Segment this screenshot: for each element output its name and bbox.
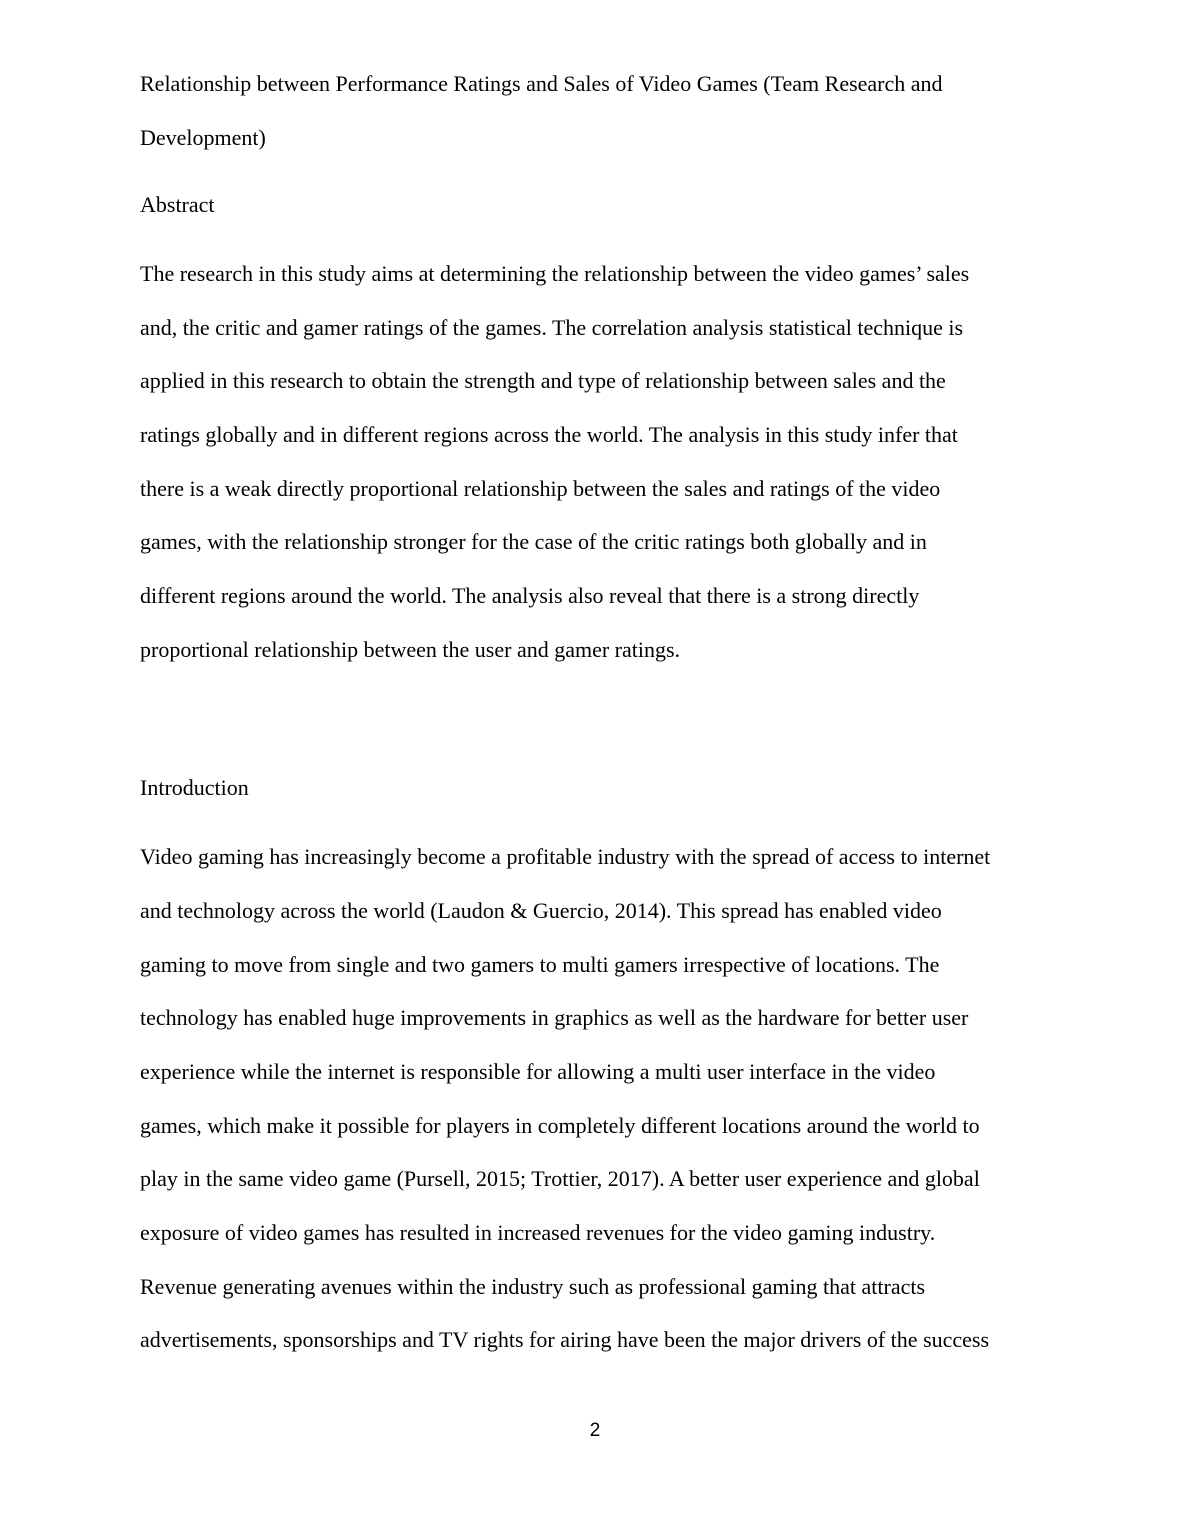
abstract-line: ratings globally and in different regions across the world. The analysis in this study infer that (140, 422, 958, 447)
abstract-line: proportional relationship between the user and gamer ratings. (140, 637, 681, 662)
introduction-line: Video gaming has increasingly become a profitable industry with the spread of access to internet (140, 844, 991, 869)
abstract-line: applied in this research to obtain the strength and type of relationship between sales and the (140, 368, 946, 393)
abstract-line: different regions around the world. The analysis also reveal that there is a strong directly (140, 583, 920, 608)
abstract-line: there is a weak directly proportional relationship between the sales and ratings of the video (140, 476, 941, 501)
introduction-line: Revenue generating avenues within the industry such as professional gaming that attracts (140, 1274, 926, 1299)
abstract-heading: Abstract (140, 192, 215, 217)
abstract-line: games, with the relationship stronger for the case of the critic ratings both globally and in (140, 529, 927, 554)
document-title-line-1: Relationship between Performance Ratings and Sales of Video Games (Team Research and (140, 71, 943, 96)
introduction-line: experience while the internet is responsible for allowing a multi user interface in the video (140, 1059, 936, 1084)
introduction-heading: Introduction (140, 775, 249, 800)
introduction-line: and technology across the world (Laudon & Guercio, 2014). This spread has enabled video (140, 898, 942, 923)
page-number: 2 (589, 1420, 601, 1441)
abstract-line: The research in this study aims at determining the relationship between the video games’ sales (140, 261, 970, 286)
introduction-line: advertisements, sponsorships and TV rights for airing have been the major drivers of the success (140, 1327, 990, 1352)
abstract-line: and, the critic and gamer ratings of the games. The correlation analysis statistical technique is (140, 315, 964, 340)
introduction-line: technology has enabled huge improvements in graphics as well as the hardware for better user (140, 1005, 969, 1030)
document-title-line-2: Development) (140, 125, 266, 150)
introduction-line: play in the same video game (Pursell, 2015; Trottier, 2017). A better user experience and global (140, 1166, 980, 1191)
introduction-line: games, which make it possible for players in completely different locations around the world to (140, 1113, 980, 1138)
introduction-line: exposure of video games has resulted in increased revenues for the video gaming industry. (140, 1220, 936, 1245)
introduction-line: gaming to move from single and two gamers to multi gamers irrespective of locations. The (140, 952, 940, 977)
